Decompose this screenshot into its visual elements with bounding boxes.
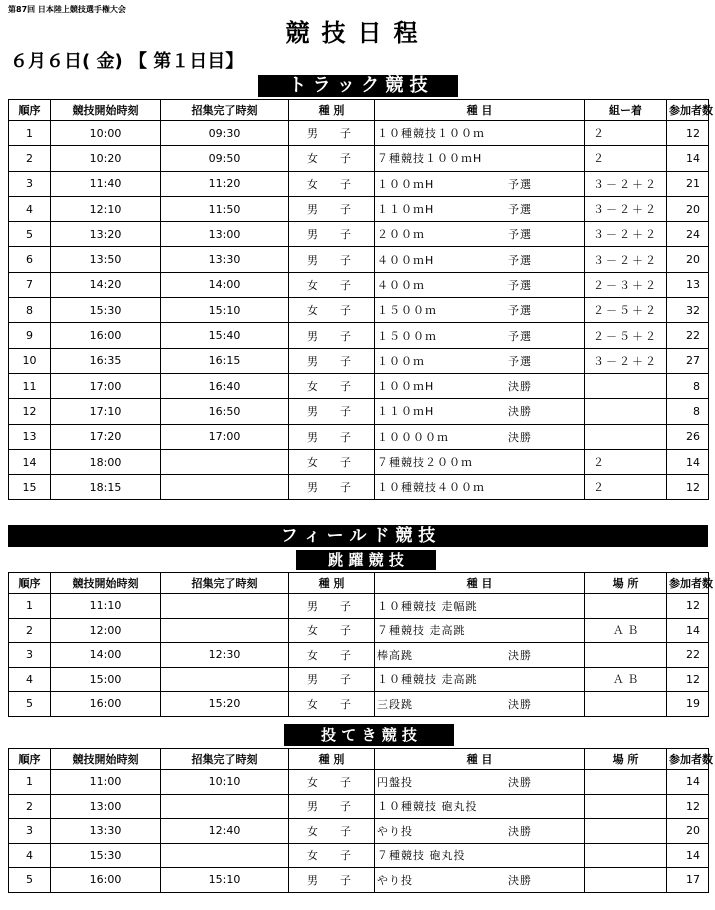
gender-cell: 女子	[289, 146, 375, 171]
start-time-cell: 13:00	[51, 794, 161, 819]
start-time-cell: 15:30	[51, 843, 161, 868]
call-time-cell	[161, 618, 289, 643]
group-cell	[585, 424, 667, 449]
gender-cell: 男子	[289, 594, 375, 619]
event-name: １５００ｍ	[377, 304, 437, 318]
place-cell	[585, 594, 667, 619]
place-cell: Ａ Ｂ	[585, 618, 667, 643]
round-label: 決勝	[508, 873, 532, 887]
event-cell	[375, 868, 585, 893]
event-wrap	[377, 125, 582, 141]
gender-cell: 男子	[289, 667, 375, 692]
call-time-cell: 13:00	[161, 222, 289, 247]
group-cell: ２－５＋２	[585, 298, 667, 323]
event-name: ４００ｍ	[377, 278, 425, 292]
entrants-cell: 24	[667, 222, 709, 247]
round-label: 予選	[508, 304, 532, 318]
call-time-cell: 15:10	[161, 298, 289, 323]
entrants-cell: 12	[667, 594, 709, 619]
event-cell	[375, 272, 585, 297]
event-wrap	[377, 696, 582, 712]
table-row	[9, 667, 709, 692]
round-label: 予選	[508, 177, 532, 191]
order-cell: 5	[9, 222, 51, 247]
order-cell: 11	[9, 373, 51, 398]
event-name: １０種競技１００ｍ	[377, 127, 485, 141]
place-cell	[585, 643, 667, 668]
event-name: 三段跳	[377, 697, 413, 711]
event-wrap	[377, 872, 582, 888]
call-time-cell	[161, 449, 289, 474]
entrants-cell: 17	[667, 868, 709, 893]
event-wrap	[377, 277, 582, 293]
gender-cell: 女子	[289, 819, 375, 844]
column-header: 順序	[9, 573, 51, 594]
call-time-cell: 16:15	[161, 348, 289, 373]
event-cell	[375, 247, 585, 272]
order-cell: 3	[9, 819, 51, 844]
call-time-cell: 15:10	[161, 868, 289, 893]
event-name: １０種競技 走高跳	[377, 673, 478, 687]
call-time-cell: 15:20	[161, 692, 289, 717]
start-time-cell: 10:00	[51, 121, 161, 146]
table-row	[9, 843, 709, 868]
place-cell: Ａ Ｂ	[585, 667, 667, 692]
gender-cell: 女子	[289, 692, 375, 717]
event-wrap	[377, 353, 582, 369]
event-name: １００００ｍ	[377, 430, 449, 444]
round-label: 決勝	[508, 380, 532, 394]
order-cell: 2	[9, 146, 51, 171]
event-cell	[375, 171, 585, 196]
call-time-cell: 16:50	[161, 399, 289, 424]
gender-cell: 男子	[289, 868, 375, 893]
date-line: ６月６日( 金) 【 第１日目】	[10, 51, 244, 72]
round-label: 決勝	[508, 648, 532, 662]
event-name: やり投	[377, 873, 413, 887]
event-cell	[375, 424, 585, 449]
jump-schedule-table	[8, 572, 713, 717]
place-cell	[585, 868, 667, 893]
throw-subtitle: 投 て き 競 技	[284, 724, 454, 746]
event-wrap	[377, 622, 582, 638]
call-time-cell	[161, 667, 289, 692]
start-time-cell: 10:20	[51, 146, 161, 171]
event-wrap	[377, 823, 582, 839]
call-time-cell: 11:20	[161, 171, 289, 196]
event-name: １００ｍ	[377, 354, 425, 368]
event-name: 円盤投	[377, 775, 413, 789]
column-header: 競技開始時刻	[51, 573, 161, 594]
call-time-cell: 09:50	[161, 146, 289, 171]
call-time-cell: 13:30	[161, 247, 289, 272]
entrants-cell: 27	[667, 348, 709, 373]
table-row	[9, 770, 709, 795]
group-cell: ２	[585, 475, 667, 500]
gender-cell: 男子	[289, 222, 375, 247]
round-label: 決勝	[508, 824, 532, 838]
entrants-cell: 12	[667, 667, 709, 692]
column-header: 参加者数	[667, 100, 709, 121]
event-name: １０種競技 走幅跳	[377, 599, 478, 613]
event-wrap	[377, 176, 582, 192]
call-time-cell: 09:30	[161, 121, 289, 146]
order-cell: 13	[9, 424, 51, 449]
table-row	[9, 449, 709, 474]
start-time-cell: 16:00	[51, 692, 161, 717]
entrants-cell: 22	[667, 643, 709, 668]
event-wrap	[377, 774, 582, 790]
call-time-cell: 15:40	[161, 323, 289, 348]
column-header: 順序	[9, 749, 51, 770]
gender-cell: 女子	[289, 272, 375, 297]
event-wrap	[377, 479, 582, 495]
event-wrap	[377, 378, 582, 394]
round-label: 予選	[508, 278, 532, 292]
gender-cell: 男子	[289, 121, 375, 146]
entrants-cell: 13	[667, 272, 709, 297]
event-wrap	[377, 847, 582, 863]
event-name: ７種競技 砲丸投	[377, 849, 466, 863]
entrants-cell: 32	[667, 298, 709, 323]
entrants-cell: 8	[667, 373, 709, 398]
gender-cell: 男子	[289, 399, 375, 424]
event-wrap	[377, 598, 582, 614]
call-time-cell: 10:10	[161, 770, 289, 795]
call-time-cell: 11:50	[161, 196, 289, 221]
event-wrap	[377, 150, 582, 166]
entrants-cell: 14	[667, 449, 709, 474]
event-cell	[375, 222, 585, 247]
group-cell: ２－５＋２	[585, 323, 667, 348]
place-cell	[585, 843, 667, 868]
event-cell	[375, 449, 585, 474]
column-header: 招集完了時刻	[161, 749, 289, 770]
table-row	[9, 323, 709, 348]
start-time-cell: 15:30	[51, 298, 161, 323]
group-cell: ２	[585, 146, 667, 171]
column-header: 順序	[9, 100, 51, 121]
gender-cell: 女子	[289, 618, 375, 643]
column-header: 招集完了時刻	[161, 100, 289, 121]
table-row	[9, 146, 709, 171]
entrants-cell: 20	[667, 196, 709, 221]
event-name: ７種競技２００ｍ	[377, 456, 473, 469]
entrants-cell: 14	[667, 146, 709, 171]
event-cell	[375, 843, 585, 868]
event-cell	[375, 643, 585, 668]
event-cell	[375, 594, 585, 619]
entrants-cell: 22	[667, 323, 709, 348]
event-wrap	[377, 201, 582, 217]
start-time-cell: 15:00	[51, 667, 161, 692]
start-time-cell: 16:00	[51, 323, 161, 348]
column-header: 参加者数	[667, 573, 709, 594]
event-wrap	[377, 302, 582, 318]
event-name: 棒高跳	[377, 648, 413, 662]
column-header: 組ー着	[585, 100, 667, 121]
event-cell	[375, 794, 585, 819]
event-cell	[375, 196, 585, 221]
column-header: 種 目	[375, 573, 585, 594]
order-cell: 1	[9, 594, 51, 619]
table-row	[9, 692, 709, 717]
column-header: 種 目	[375, 749, 585, 770]
start-time-cell: 11:00	[51, 770, 161, 795]
column-header: 種 別	[289, 100, 375, 121]
order-cell: 3	[9, 171, 51, 196]
start-time-cell: 17:00	[51, 373, 161, 398]
entrants-cell: 26	[667, 424, 709, 449]
start-time-cell: 13:50	[51, 247, 161, 272]
column-header: 競技開始時刻	[51, 749, 161, 770]
column-header: 場 所	[585, 749, 667, 770]
place-cell	[585, 794, 667, 819]
order-cell: 2	[9, 794, 51, 819]
event-cell	[375, 121, 585, 146]
order-cell: 4	[9, 667, 51, 692]
event-cell	[375, 770, 585, 795]
column-header: 競技開始時刻	[51, 100, 161, 121]
gender-cell: 女子	[289, 770, 375, 795]
group-cell: ３－２＋２	[585, 222, 667, 247]
order-cell: 8	[9, 298, 51, 323]
event-wrap	[377, 798, 582, 814]
table-row	[9, 794, 709, 819]
table-row	[9, 819, 709, 844]
entrants-cell: 12	[667, 475, 709, 500]
entrants-cell: 12	[667, 121, 709, 146]
event-wrap	[377, 671, 582, 687]
event-name: １１０ｍH	[377, 405, 435, 419]
order-cell: 15	[9, 475, 51, 500]
round-label: 予選	[508, 329, 532, 343]
event-cell	[375, 323, 585, 348]
table-row	[9, 272, 709, 297]
table-row	[9, 868, 709, 893]
order-cell: 9	[9, 323, 51, 348]
group-cell: ２	[585, 449, 667, 474]
round-label: 決勝	[508, 697, 532, 711]
gender-cell: 女子	[289, 843, 375, 868]
order-cell: 4	[9, 196, 51, 221]
track-schedule-table	[8, 99, 713, 500]
group-cell	[585, 399, 667, 424]
gender-cell: 男子	[289, 475, 375, 500]
event-cell	[375, 819, 585, 844]
event-cell	[375, 692, 585, 717]
event-wrap	[377, 226, 582, 242]
table-row	[9, 643, 709, 668]
round-label: 予選	[508, 253, 532, 267]
event-name: １０種競技 砲丸投	[377, 800, 478, 814]
event-name: １１０ｍH	[377, 203, 435, 217]
entrants-cell: 8	[667, 399, 709, 424]
event-cell	[375, 618, 585, 643]
call-time-cell: 12:30	[161, 643, 289, 668]
table-row	[9, 171, 709, 196]
group-cell: ２－３＋２	[585, 272, 667, 297]
entrants-cell: 14	[667, 618, 709, 643]
entrants-cell: 20	[667, 819, 709, 844]
order-cell: 3	[9, 643, 51, 668]
page-title: 競技日程	[285, 19, 430, 47]
event-cell	[375, 667, 585, 692]
table-row	[9, 121, 709, 146]
entrants-cell: 19	[667, 692, 709, 717]
gender-cell: 女子	[289, 373, 375, 398]
start-time-cell: 11:40	[51, 171, 161, 196]
start-time-cell: 17:10	[51, 399, 161, 424]
entrants-cell: 20	[667, 247, 709, 272]
call-time-cell	[161, 475, 289, 500]
event-name: ２００ｍ	[377, 228, 425, 242]
gender-cell: 男子	[289, 424, 375, 449]
table-row	[9, 475, 709, 500]
round-label: 決勝	[508, 430, 532, 444]
start-time-cell: 16:35	[51, 348, 161, 373]
field-section-title: フ ィ ー ル ド 競 技	[8, 525, 708, 547]
event-name: １０種競技４００ｍ	[377, 481, 485, 495]
table-row	[9, 399, 709, 424]
group-cell: ３－２＋２	[585, 171, 667, 196]
jump-subtitle: 跳 躍 競 技	[296, 550, 436, 570]
gender-cell: 女子	[289, 171, 375, 196]
table-row	[9, 424, 709, 449]
gender-cell: 男子	[289, 247, 375, 272]
entrants-cell: 14	[667, 770, 709, 795]
order-cell: 6	[9, 247, 51, 272]
track-section-title: ト ラ ッ ク 競 技	[258, 75, 458, 97]
gender-cell: 女子	[289, 449, 375, 474]
event-wrap	[377, 647, 582, 663]
column-header: 場 所	[585, 573, 667, 594]
start-time-cell: 11:10	[51, 594, 161, 619]
start-time-cell: 14:20	[51, 272, 161, 297]
start-time-cell: 13:30	[51, 819, 161, 844]
call-time-cell: 16:40	[161, 373, 289, 398]
order-cell: 7	[9, 272, 51, 297]
place-cell	[585, 770, 667, 795]
start-time-cell: 13:20	[51, 222, 161, 247]
table-row	[9, 594, 709, 619]
table-row	[9, 618, 709, 643]
gender-cell: 男子	[289, 323, 375, 348]
column-header: 種 目	[375, 100, 585, 121]
entrants-cell: 21	[667, 171, 709, 196]
call-time-cell: 14:00	[161, 272, 289, 297]
event-name: ７種競技１００ｍH	[377, 152, 483, 166]
event-wrap	[377, 252, 582, 268]
round-label: 予選	[508, 354, 532, 368]
round-label: 決勝	[508, 405, 532, 419]
order-cell: 5	[9, 692, 51, 717]
event-cell	[375, 348, 585, 373]
event-wrap	[377, 328, 582, 344]
entrants-cell: 14	[667, 843, 709, 868]
event-cell	[375, 475, 585, 500]
round-label: 予選	[508, 203, 532, 217]
call-time-cell	[161, 794, 289, 819]
call-time-cell: 17:00	[161, 424, 289, 449]
meet-name: 第87回 日本陸上競技選手権大会	[8, 5, 126, 14]
column-header: 種 別	[289, 749, 375, 770]
call-time-cell	[161, 843, 289, 868]
table-row	[9, 196, 709, 221]
event-name: ７種競技 走高跳	[377, 624, 466, 638]
event-name: １００ｍH	[377, 380, 435, 394]
order-cell: 5	[9, 868, 51, 893]
order-cell: 2	[9, 618, 51, 643]
event-name: やり投	[377, 824, 413, 838]
group-cell: ３－２＋２	[585, 196, 667, 221]
round-label: 決勝	[508, 775, 532, 789]
group-cell: ２	[585, 121, 667, 146]
place-cell	[585, 692, 667, 717]
start-time-cell: 16:00	[51, 868, 161, 893]
event-wrap	[377, 454, 582, 470]
start-time-cell: 18:00	[51, 449, 161, 474]
group-cell	[585, 373, 667, 398]
event-cell	[375, 373, 585, 398]
event-wrap	[377, 429, 582, 445]
table-row	[9, 222, 709, 247]
table-row	[9, 247, 709, 272]
place-cell	[585, 819, 667, 844]
start-time-cell: 18:15	[51, 475, 161, 500]
entrants-cell: 12	[667, 794, 709, 819]
table-row	[9, 298, 709, 323]
column-header: 種 別	[289, 573, 375, 594]
group-cell: ３－２＋２	[585, 247, 667, 272]
gender-cell: 女子	[289, 643, 375, 668]
event-name: ４００ｍH	[377, 253, 435, 267]
start-time-cell: 12:00	[51, 618, 161, 643]
group-cell: ３－２＋２	[585, 348, 667, 373]
gender-cell: 男子	[289, 794, 375, 819]
event-name: １００ｍH	[377, 177, 435, 191]
event-wrap	[377, 403, 582, 419]
event-cell	[375, 399, 585, 424]
order-cell: 10	[9, 348, 51, 373]
call-time-cell	[161, 594, 289, 619]
start-time-cell: 17:20	[51, 424, 161, 449]
column-header: 参加者数	[667, 749, 709, 770]
table-row	[9, 348, 709, 373]
round-label: 予選	[508, 228, 532, 242]
gender-cell: 女子	[289, 298, 375, 323]
order-cell: 4	[9, 843, 51, 868]
throw-schedule-table	[8, 748, 713, 893]
event-name: １５００ｍ	[377, 329, 437, 343]
event-cell	[375, 298, 585, 323]
event-cell	[375, 146, 585, 171]
start-time-cell: 12:10	[51, 196, 161, 221]
call-time-cell: 12:40	[161, 819, 289, 844]
order-cell: 14	[9, 449, 51, 474]
column-header: 招集完了時刻	[161, 573, 289, 594]
order-cell: 12	[9, 399, 51, 424]
gender-cell: 男子	[289, 196, 375, 221]
gender-cell: 男子	[289, 348, 375, 373]
order-cell: 1	[9, 121, 51, 146]
table-row	[9, 373, 709, 398]
order-cell: 1	[9, 770, 51, 795]
start-time-cell: 14:00	[51, 643, 161, 668]
